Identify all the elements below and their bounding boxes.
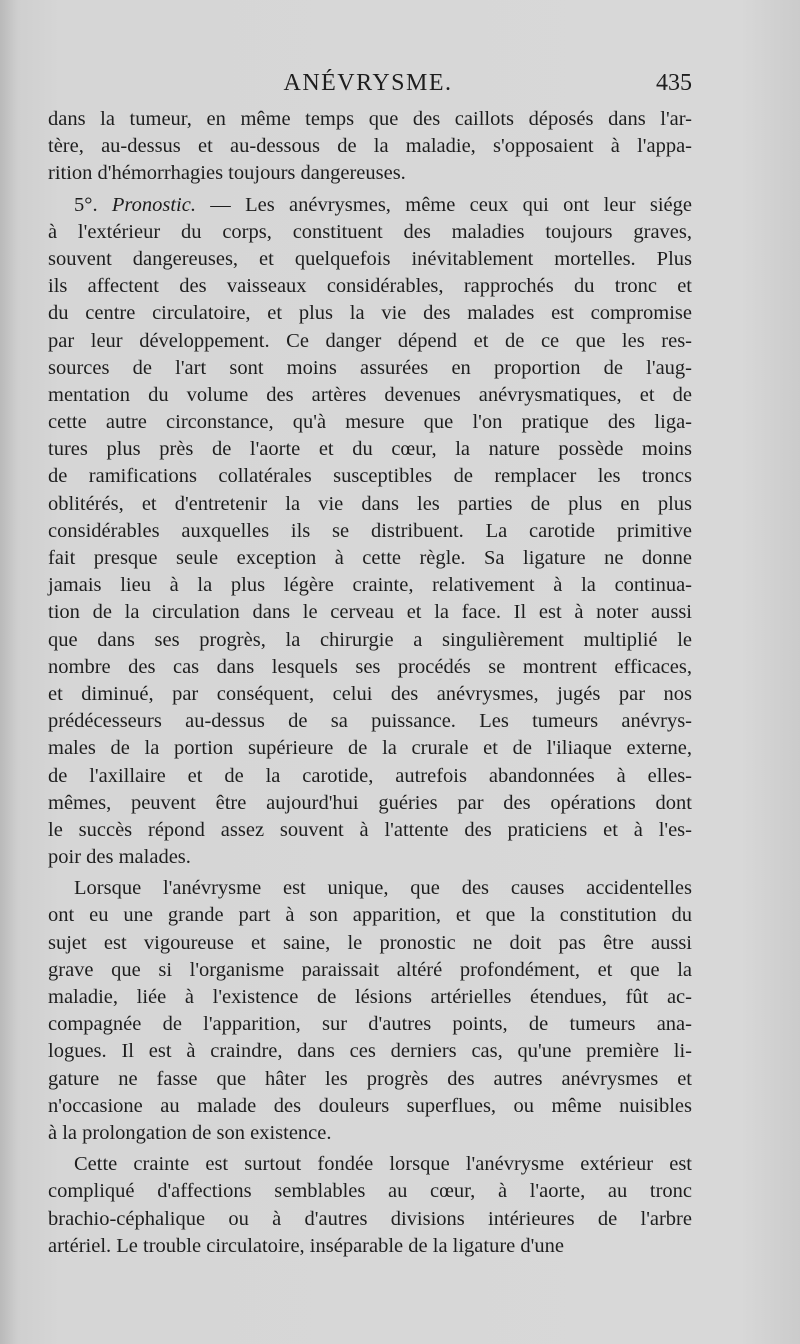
text-line: artériel. Le trouble circulatoire, inséparable de la ligature d'une — [48, 1234, 564, 1257]
text-line: à l'extérieur du corps, constituent des maladies toujours graves, — [48, 220, 692, 243]
text-line: ont eu une grande part à son apparition, et que la constitution du — [48, 904, 692, 927]
text-line: mentation du volume des artères devenues anévrysmatiques, et de — [48, 383, 692, 406]
page-number: 435 — [656, 70, 692, 96]
text-line: males de la portion supérieure de la crurale et de l'iliaque externe, — [48, 737, 692, 760]
text-line: mêmes, peuvent être aujourd'hui guéries par des opérations dont — [48, 791, 692, 814]
text-line: jamais lieu à la plus légère crainte, relativement à la continua- — [48, 574, 692, 597]
text-line: fait presque seule exception à cette règle. Sa ligature ne donne — [48, 547, 692, 569]
text-line: de l'axillaire et de la carotide, autrefois abandonnées à elles- — [48, 764, 692, 787]
text-line: à la prolongation de son existence. — [48, 1121, 332, 1144]
text-line: sources de l'art sont moins assurées en proportion de l'aug- — [48, 356, 692, 379]
paragraph — [48, 875, 692, 1147]
section-number: 5°. — [74, 193, 112, 216]
body-text — [48, 106, 692, 1260]
text-line: Lorsque l'anévrysme est unique, que des causes accidentelles — [74, 877, 692, 900]
text-line: le succès répond assez souvent à l'attente des praticiens et à l'es- — [48, 818, 692, 841]
text-line: rition d'hémorrhagies toujours dangereuses. — [48, 162, 406, 185]
text-line: poir des malades. — [48, 846, 191, 869]
line-text: — Les anévrysmes, même ceux qui ont leur siége — [195, 193, 692, 216]
text-line: oblitérés, et d'entretenir la vie dans les parties de plus en plus — [48, 492, 692, 515]
paragraph — [48, 192, 692, 872]
paragraph — [48, 1151, 692, 1260]
text-line: et diminué, par conséquent, celui des anévrysmes, jugés par nos — [48, 682, 692, 705]
text-line: ils affectent des vaisseaux considérables, rapprochés du tronc et — [48, 275, 692, 298]
text-line: n'occasione au malade des douleurs superflues, ou même nuisibles — [48, 1094, 692, 1117]
text-line: tures plus près de l'aorte et du cœur, la nature possède moins — [48, 438, 692, 461]
text-line: prédécesseurs au-dessus de sa puissance. Les tumeurs anévrys- — [48, 710, 692, 733]
text-line: maladie, liée à l'existence de lésions artérielles étendues, fût ac- — [48, 986, 692, 1008]
text-line: que dans ses progrès, la chirurgie a singulièrement multiplié le — [48, 628, 692, 651]
text-line: dans la tumeur, en même temps que des caillots déposés dans l'ar- — [48, 108, 692, 130]
text-line: brachio-céphalique ou à d'autres divisions intérieures de l'arbre — [48, 1207, 692, 1230]
text-line: souvent dangereuses, et quelquefois inévitablement mortelles. Plus — [48, 247, 692, 270]
page-header — [48, 70, 692, 104]
running-title: ANÉVRYSME. — [283, 70, 453, 96]
text-line: logues. Il est à craindre, dans ces derniers cas, qu'une première li- — [48, 1040, 692, 1063]
text-line: tère, au-dessus et au-dessous de la maladie, s'opposaient à l'appa- — [48, 135, 692, 158]
text-line: sujet est vigoureuse et saine, le pronostic ne doit pas être aussi — [48, 931, 692, 954]
text-line: tion de la circulation dans le cerveau et la face. Il est à noter aussi — [48, 601, 692, 624]
text-line: du centre circulatoire, et plus la vie des malades est compromise — [48, 302, 692, 325]
text-line: compagnée de l'apparition, sur d'autres points, de tumeurs ana- — [48, 1013, 692, 1036]
text-line: de ramifications collatérales susceptibles de remplacer les troncs — [48, 465, 692, 488]
text-line: compliqué d'affections semblables au cœur, à l'aorte, au tronc — [48, 1180, 692, 1203]
section-heading: Pronostic. — [111, 193, 196, 216]
text-line: cette autre circonstance, qu'à mesure que l'on pratique des liga- — [48, 411, 692, 434]
text-line: nombre des cas dans lesquels ses procédés se montrent efficaces, — [48, 655, 692, 678]
text-line: considérables auxquelles ils se distribuent. La carotide primitive — [48, 519, 692, 542]
text-line: gature ne fasse que hâter les progrès des autres anévrysmes et — [48, 1067, 692, 1090]
paragraph — [48, 106, 692, 188]
text-line: par leur développement. Ce danger dépend et de ce que les res- — [48, 329, 692, 352]
text-line: grave que si l'organisme paraissait altéré profondément, et que la — [48, 958, 692, 981]
text-line: Cette crainte est surtout fondée lorsque l'anévrysme extérieur est — [74, 1153, 692, 1176]
text-line — [48, 192, 692, 219]
